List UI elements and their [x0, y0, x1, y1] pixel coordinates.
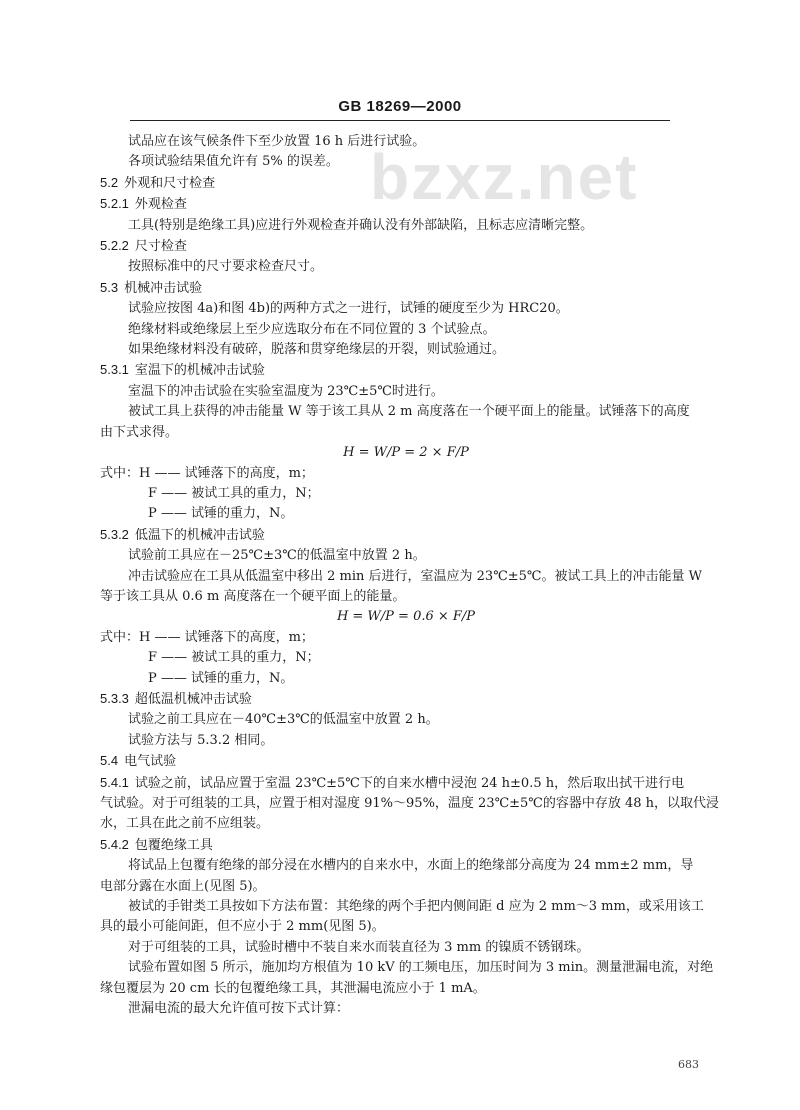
text-line — [100, 710, 712, 730]
line-text: 式中：H —— 试锤落下的高度，m； — [100, 629, 314, 645]
section-heading — [100, 278, 712, 299]
formula-line — [100, 607, 712, 627]
line-text: 外观和尺寸检查 — [124, 175, 216, 191]
text-line — [100, 794, 720, 814]
section-heading — [100, 751, 712, 772]
line-text: 具的最小可能间距，但不应小于 2 mm(见图 5)。 — [100, 919, 385, 935]
line-text: 式中：H —— 试锤落下的高度，m； — [100, 465, 314, 481]
text-line — [100, 423, 712, 443]
section-heading — [100, 773, 712, 794]
line-text: 对于可组装的工具，试验时槽中不装自来水而装直径为 3 mm 的镍质不锈钢珠。 — [128, 939, 590, 955]
line-text: 缘包覆层为 20 cm 长的包覆绝缘工具，其泄漏电流应小于 1 mA。 — [100, 980, 486, 996]
document-body — [100, 132, 720, 1019]
line-text: H = W/P = 2 × F/P — [343, 445, 469, 461]
line-text: 超低温机械冲击试验 — [134, 691, 252, 707]
section-number: 5.2 — [100, 174, 119, 190]
line-text: 冲击试验应在工具从低温室中移出 2 min 后进行，室温应为 23℃±5℃。被试工具上的冲击能量 W — [128, 568, 702, 584]
text-line — [100, 299, 712, 319]
line-text: 泄漏电流的最大允许值可按下式计算： — [128, 1001, 350, 1017]
text-line — [100, 917, 712, 937]
text-line — [100, 958, 712, 978]
line-text: 室温下的冲击试验在实验室温度为 23℃±5℃时进行。 — [128, 383, 444, 399]
text-line — [100, 340, 712, 360]
line-text: 由下式求得。 — [100, 424, 179, 440]
text-line — [100, 587, 712, 607]
text-line — [100, 132, 712, 152]
text-line — [100, 152, 712, 172]
text-line — [100, 484, 712, 504]
line-text: 绝缘材料或绝缘层上至少应选取分布在不同位置的 3 个试验点。 — [128, 321, 496, 337]
line-text: 气试验。对于可组装的工具，应置于相对湿度 91%～95%，温度 23℃±5℃的容器中存放 48 h，以取代浸 — [100, 796, 720, 811]
line-text: 尺寸检查 — [134, 239, 187, 255]
text-line — [100, 567, 712, 587]
section-heading — [100, 835, 712, 856]
section-number: 5.3.3 — [100, 690, 129, 706]
header-rule — [130, 120, 670, 121]
page-number: 683 — [678, 1058, 699, 1071]
line-text: 被试的手钳类工具按如下方法布置：其绝缘的两个手把内侧间距 d 应为 2 mm～3 mm，或采用该工 — [128, 899, 704, 915]
text-line — [100, 464, 712, 484]
section-heading — [100, 689, 712, 710]
line-text: 电部分露在水面上(见图 5)。 — [100, 878, 266, 894]
line-text: 试验之前，试品应置于室温 23℃±5℃下的自来水槽中浸泡 24 h±0.5 h，然后取出拭干进行电 — [134, 775, 685, 791]
line-text: 电气试验 — [124, 754, 177, 770]
text-line — [100, 648, 712, 668]
text-line — [100, 216, 712, 236]
line-text: F —— 被试工具的重力，N； — [148, 485, 320, 501]
section-heading — [100, 525, 712, 546]
formula-line — [100, 443, 712, 463]
section-heading — [100, 236, 712, 257]
text-line — [100, 320, 712, 340]
line-text: 低温下的机械冲击试验 — [134, 527, 265, 543]
section-number: 5.3.2 — [100, 526, 129, 542]
line-text: 机械冲击试验 — [124, 280, 203, 296]
section-number: 5.3.1 — [100, 362, 129, 378]
section-number: 5.4 — [100, 753, 119, 769]
line-text: 等于该工具从 0.6 m 高度落在一个硬平面上的能量。 — [100, 588, 406, 604]
line-text: 试验之前工具应在－40℃±3℃的低温室中放置 2 h。 — [128, 712, 439, 728]
section-number: 5.2.1 — [100, 196, 129, 212]
text-line — [100, 402, 712, 422]
line-text: 包覆绝缘工具 — [134, 837, 213, 853]
text-line — [100, 877, 712, 897]
text-line — [100, 999, 712, 1019]
line-text: 如果绝缘材料没有破碎，脱落和贯穿绝缘层的开裂，则试验通过。 — [128, 342, 506, 358]
line-text: P —— 试锤的重力，N。 — [148, 506, 294, 522]
text-line — [100, 628, 712, 648]
line-text: 水，工具在此之前不应组装。 — [100, 816, 270, 832]
line-text: F —— 被试工具的重力，N； — [148, 650, 320, 666]
text-line — [100, 382, 712, 402]
text-line — [100, 546, 712, 566]
line-text: 将试品上包覆有绝缘的部分浸在水槽内的自来水中，水面上的绝缘部分高度为 24 mm±2 mm，导 — [128, 858, 694, 874]
text-line — [100, 938, 712, 958]
section-heading — [100, 194, 712, 215]
line-text: 室温下的机械冲击试验 — [134, 363, 265, 379]
text-line — [100, 669, 712, 689]
line-text: 试验方法与 5.3.2 相同。 — [128, 732, 274, 748]
section-heading — [100, 360, 712, 381]
text-line — [100, 257, 712, 277]
section-number: 5.2.2 — [100, 238, 129, 254]
text-line — [100, 897, 712, 917]
section-number: 5.4.1 — [100, 774, 129, 790]
line-text: 试验前工具应在－25℃±3℃的低温室中放置 2 h。 — [128, 548, 426, 564]
line-text: 按照标准中的尺寸要求检查尺寸。 — [128, 259, 324, 275]
line-text: 被试工具上获得的冲击能量 W 等于该工具从 2 m 高度落在一个硬平面上的能量。试锤落下的高度 — [128, 404, 690, 420]
line-text: P —— 试锤的重力，N。 — [148, 670, 294, 686]
text-line — [100, 731, 712, 751]
text-line — [100, 856, 712, 876]
line-text: 工具(特别是绝缘工具)应进行外观检查并确认没有外部缺陷，且标志应清晰完整。 — [128, 217, 594, 233]
section-number: 5.4.2 — [100, 836, 129, 852]
section-number: 5.3 — [100, 279, 119, 295]
standard-code-header: GB 18269—2000 — [338, 98, 462, 115]
text-line — [100, 814, 712, 834]
text-line — [100, 504, 712, 524]
line-text: H = W/P = 0.6 × F/P — [336, 609, 476, 625]
watermark: bzxz.net — [370, 141, 639, 213]
section-heading — [100, 173, 712, 194]
line-text: 各项试验结果值允许有 5% 的误差。 — [128, 154, 339, 170]
line-text: 试验布置如图 5 所示，施加均方根值为 10 kV 的工频电压，加压时间为 3 min。测量泄漏电流，对绝 — [128, 960, 714, 976]
line-text: 试品应在该气候条件下至少放置 16 h 后进行试验。 — [128, 134, 426, 149]
line-text: 试验应按图 4a)和图 4b)的两种方式之一进行，试锤的硬度至少为 HRC20。 — [128, 301, 569, 317]
line-text: 外观检查 — [134, 197, 187, 213]
text-line — [100, 979, 712, 999]
